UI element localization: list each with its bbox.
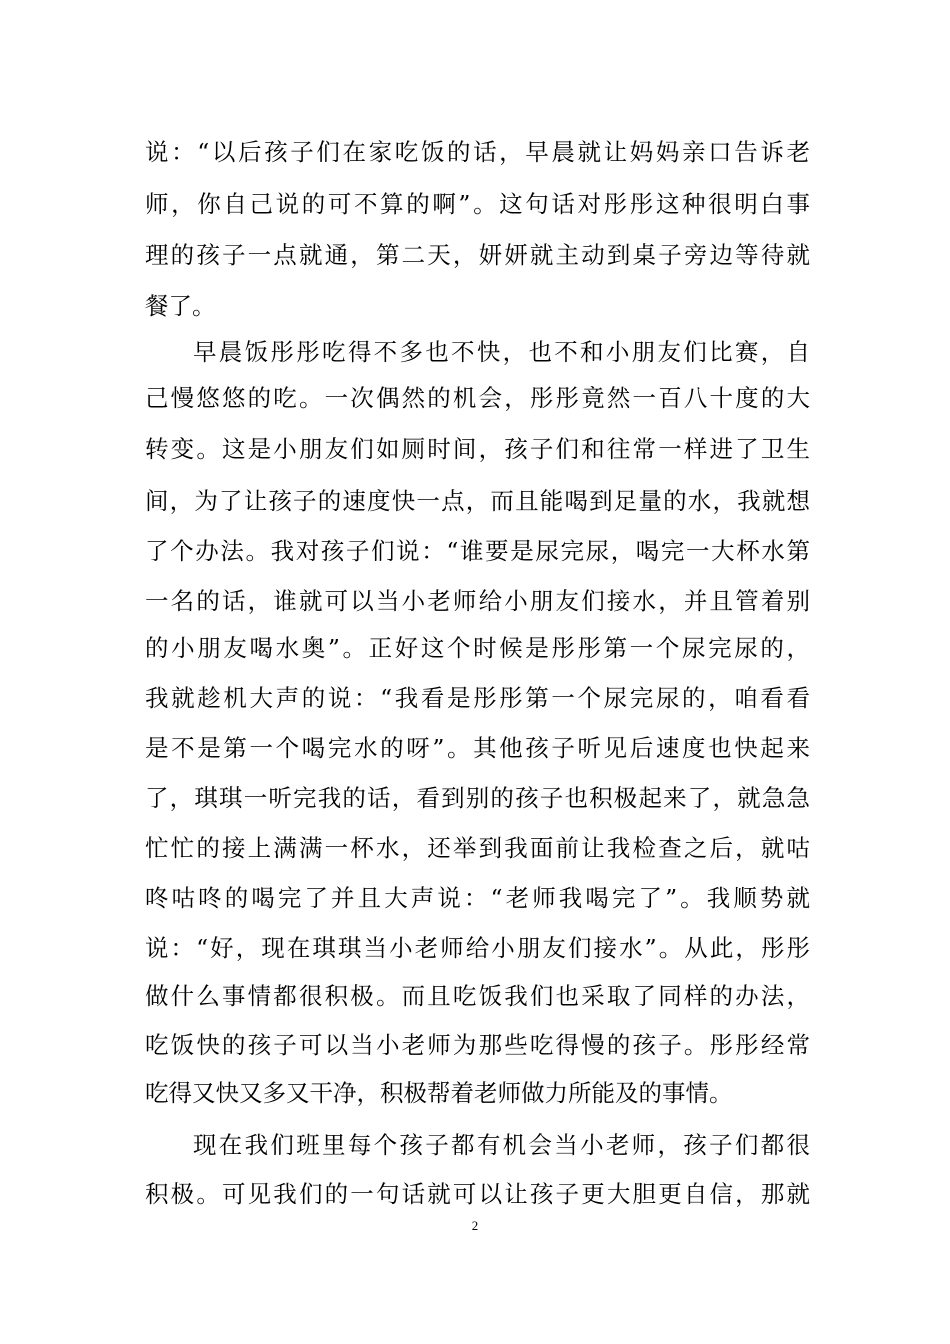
paragraph-first-line: 早晨饭彤彤吃得不多也不快，也不和小朋友们比赛，自: [193, 338, 810, 366]
text-line: 一名的话，谁就可以当小老师给小朋友们接水，并且管着别: [145, 587, 810, 615]
paragraph-first-line: 现在我们班里每个孩子都有机会当小老师，孩子们都很: [193, 1131, 810, 1159]
text-line: 的小朋友喝水奥”。正好这个时候是彤彤第一个尿完尿的，: [145, 634, 810, 662]
text-line: 己慢悠悠的吃。一次偶然的机会，彤彤竟然一百八十度的大: [145, 384, 810, 412]
text-line: 师，你自己说的可不算的啊”。这句话对彤彤这种很明白事: [145, 190, 810, 218]
text-line: 我就趁机大声的说：“我看是彤彤第一个尿完尿的，咱看看: [145, 684, 810, 712]
text-line: 间，为了让孩子的速度快一点，而且能喝到足量的水，我就想: [145, 487, 810, 515]
text-line: 是不是第一个喝完水的呀”。其他孩子听见后速度也快起来: [145, 734, 810, 762]
text-line: 积极。可见我们的一句话就可以让孩子更大胆更自信，那就: [145, 1180, 810, 1208]
text-line: 忙忙的接上满满一杯水，还举到我面前让我检查之后，就咕: [145, 834, 810, 862]
text-line: 咚咕咚的喝完了并且大声说：“老师我喝完了”。我顺势就: [145, 884, 810, 912]
text-line: 说：“好，现在琪琪当小老师给小朋友们接水”。从此，彤彤: [145, 934, 810, 962]
text-line: 了个办法。我对孩子们说：“谁要是尿完尿，喝完一大杯水第: [145, 537, 810, 565]
text-line: 说：“以后孩子们在家吃饭的话，早晨就让妈妈亲口告诉老: [145, 138, 810, 166]
text-line: 餐了。: [145, 292, 216, 320]
text-line: 做什么事情都很积极。而且吃饭我们也采取了同样的办法，: [145, 982, 810, 1010]
text-line: 转变。这是小朋友们如厕时间，孩子们和往常一样进了卫生: [145, 435, 810, 463]
text-line: 吃得又快又多又干净，积极帮着老师做力所能及的事情。: [145, 1079, 733, 1107]
text-line: 吃饭快的孩子可以当小老师为那些吃得慢的孩子。彤彤经常: [145, 1031, 810, 1059]
text-line: 理的孩子一点就通，第二天，妍妍就主动到桌子旁边等待就: [145, 241, 810, 269]
text-line: 了，琪琪一听完我的话，看到别的孩子也积极起来了，就急急: [145, 784, 810, 812]
page-number: 2: [471, 1218, 479, 1233]
